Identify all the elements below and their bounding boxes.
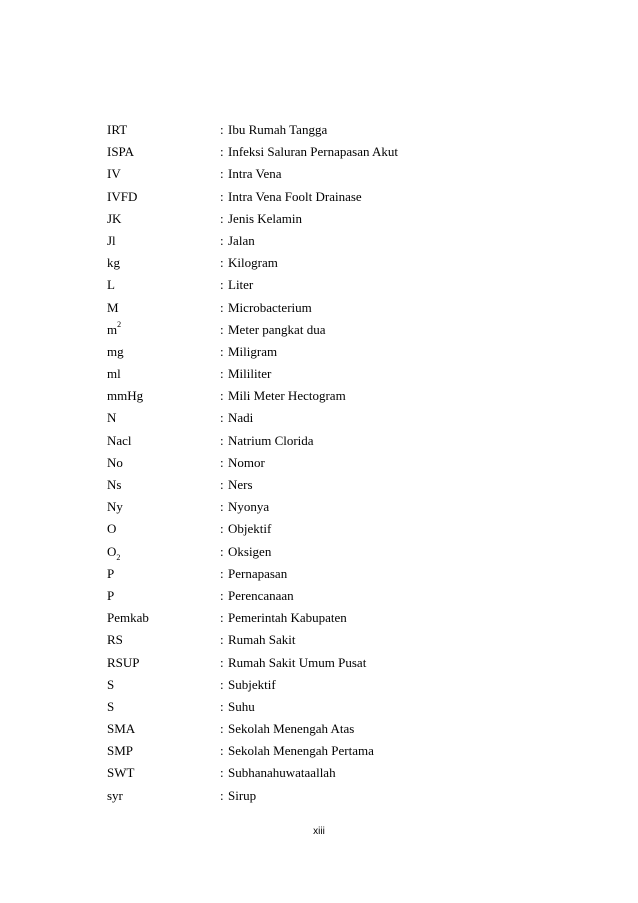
abbreviation-definition: Jalan — [228, 232, 255, 248]
abbreviation-term-text: Ns — [107, 477, 122, 492]
abbreviation-separator: : — [220, 410, 224, 426]
abbreviation-separator: : — [220, 676, 224, 692]
abbreviation-definition: Rumah Sakit Umum Pusat — [228, 654, 367, 670]
abbreviation-separator: : — [220, 432, 224, 448]
abbreviation-term — [107, 762, 134, 784]
abbreviation-term-text: L — [107, 277, 115, 293]
abbreviation-separator: : — [220, 499, 224, 515]
abbreviation-term — [107, 718, 135, 740]
abbreviation-definition: Meter pangkat dua — [228, 321, 326, 337]
abbreviation-row — [107, 407, 547, 429]
abbreviation-row — [107, 274, 547, 296]
abbreviation-row — [107, 563, 547, 585]
abbreviation-definition: Sirup — [228, 787, 257, 803]
abbreviation-separator: : — [220, 610, 224, 626]
abbreviation-term-text: Pemkab — [107, 610, 149, 626]
abbreviation-term — [107, 585, 114, 607]
abbreviation-row — [107, 785, 547, 807]
abbreviation-separator: : — [220, 787, 224, 803]
abbreviation-definition: Intra Vena Foolt Drainase — [228, 188, 362, 204]
abbreviation-separator: : — [220, 321, 224, 337]
abbreviation-row — [107, 385, 547, 407]
abbreviation-row — [107, 319, 547, 341]
abbreviation-row — [107, 363, 547, 385]
abbreviation-separator: : — [220, 698, 224, 714]
abbreviation-term-text: P — [107, 565, 115, 581]
abbreviation-term — [107, 141, 134, 163]
abbreviation-row — [107, 163, 547, 185]
abbreviation-separator: : — [220, 232, 224, 248]
abbreviation-list — [107, 119, 547, 807]
abbreviation-row — [107, 297, 547, 319]
abbreviation-term — [107, 563, 114, 585]
abbreviation-term — [107, 652, 140, 674]
abbreviation-separator: : — [220, 255, 224, 271]
abbreviation-term-text: O — [107, 543, 117, 559]
abbreviation-term-text: IV — [107, 166, 121, 182]
abbreviation-term-text: mg — [107, 343, 124, 359]
abbreviation-term — [107, 518, 116, 540]
abbreviation-separator: : — [220, 166, 224, 182]
abbreviation-definition: Nomor — [228, 454, 265, 470]
abbreviation-row — [107, 452, 547, 474]
abbreviation-term-text: Nacl — [107, 432, 132, 448]
abbreviation-term-subscript: 2 — [116, 553, 121, 563]
abbreviation-row — [107, 119, 547, 141]
abbreviation-definition: Intra Vena — [228, 166, 282, 182]
abbreviation-term — [107, 230, 116, 252]
abbreviation-term-text: N — [107, 410, 117, 426]
abbreviation-row — [107, 252, 547, 274]
abbreviation-term — [107, 119, 127, 141]
abbreviation-term-text: JK — [107, 210, 122, 226]
abbreviation-separator: : — [220, 632, 224, 648]
abbreviation-definition: Rumah Sakit — [228, 632, 296, 648]
abbreviation-separator: : — [220, 587, 224, 603]
abbreviation-term — [107, 208, 121, 230]
abbreviation-row — [107, 718, 547, 740]
abbreviation-separator: : — [220, 210, 224, 226]
page-number: xiii — [313, 826, 325, 837]
abbreviation-term-superscript: 2 — [117, 320, 122, 330]
abbreviation-term — [107, 274, 115, 296]
abbreviation-row — [107, 674, 547, 696]
abbreviation-row — [107, 230, 547, 252]
abbreviation-row — [107, 607, 547, 629]
abbreviation-row — [107, 762, 547, 784]
abbreviation-definition: Perencanaan — [228, 587, 294, 603]
abbreviation-definition: Natrium Clorida — [228, 432, 314, 448]
abbreviation-definition: Nyonya — [228, 499, 270, 515]
abbreviation-term — [107, 541, 120, 563]
abbreviation-definition: Nadi — [228, 410, 254, 426]
abbreviation-row — [107, 585, 547, 607]
abbreviation-definition: Pernapasan — [228, 565, 288, 581]
abbreviation-row — [107, 141, 547, 163]
abbreviation-separator: : — [220, 765, 224, 781]
abbreviation-separator: : — [220, 122, 224, 137]
abbreviation-term-text: P — [107, 587, 115, 603]
abbreviation-term — [107, 363, 121, 385]
abbreviation-term — [107, 430, 132, 452]
abbreviation-term — [107, 696, 114, 718]
abbreviation-row — [107, 518, 547, 540]
abbreviation-row — [107, 652, 547, 674]
abbreviation-term-text: SMP — [107, 743, 134, 759]
abbreviation-definition: Ners — [228, 477, 253, 492]
abbreviation-row — [107, 496, 547, 518]
abbreviation-definition: Objektif — [228, 521, 272, 537]
abbreviation-separator: : — [220, 565, 224, 581]
abbreviation-separator: : — [220, 299, 224, 315]
abbreviation-definition: Miligram — [228, 343, 278, 359]
abbreviation-term-text: SWT — [107, 765, 135, 781]
abbreviation-separator: : — [220, 144, 224, 160]
abbreviation-term-text: Jl — [107, 232, 116, 248]
abbreviation-definition: Sekolah Menengah Pertama — [228, 743, 374, 759]
abbreviation-term — [107, 474, 121, 496]
abbreviation-term-text: mmHg — [107, 388, 144, 404]
abbreviation-term-text: ml — [107, 366, 121, 382]
abbreviation-definition: Sekolah Menengah Atas — [228, 721, 355, 737]
abbreviation-row — [107, 474, 547, 496]
abbreviation-term-text: kg — [107, 255, 120, 271]
abbreviation-separator: : — [220, 721, 224, 737]
abbreviation-definition: Suhu — [228, 698, 255, 714]
abbreviation-definition: Mili Meter Hectogram — [228, 388, 346, 404]
abbreviation-definition: Infeksi Saluran Pernapasan Akut — [228, 144, 399, 160]
abbreviation-separator: : — [220, 477, 224, 492]
abbreviation-term-text: RSUP — [107, 654, 140, 670]
abbreviation-separator: : — [220, 743, 224, 759]
abbreviation-row — [107, 430, 547, 452]
abbreviation-definition: Subhanahuwataallah — [228, 765, 336, 781]
abbreviation-term — [107, 785, 123, 807]
abbreviation-definition: Mililiter — [228, 366, 272, 382]
abbreviation-row — [107, 696, 547, 718]
abbreviation-term-text: m — [107, 321, 118, 337]
abbreviation-definition: Kilogram — [228, 255, 278, 271]
abbreviation-separator: : — [220, 521, 224, 537]
abbreviation-term — [107, 407, 116, 429]
abbreviation-term-text: Ny — [107, 499, 123, 515]
abbreviation-term — [107, 186, 137, 208]
abbreviation-term — [107, 385, 143, 407]
abbreviation-row — [107, 629, 547, 651]
abbreviation-term — [107, 740, 133, 762]
abbreviation-row — [107, 208, 547, 230]
abbreviation-separator: : — [220, 188, 224, 204]
abbreviation-term-text: S — [107, 698, 115, 714]
abbreviation-definition: Oksigen — [228, 543, 272, 559]
abbreviation-term — [107, 297, 119, 319]
abbreviation-separator: : — [220, 388, 224, 404]
abbreviation-term — [107, 496, 123, 518]
abbreviation-term-text: syr — [107, 787, 123, 803]
abbreviation-term-text: RS — [107, 632, 123, 648]
abbreviation-definition: Liter — [228, 277, 254, 293]
abbreviation-definition: Microbacterium — [228, 299, 312, 315]
abbreviation-term-text: O — [107, 521, 117, 537]
abbreviation-separator: : — [220, 366, 224, 382]
abbreviation-row — [107, 541, 547, 563]
abbreviation-definition: Jenis Kelamin — [228, 210, 303, 226]
abbreviation-term — [107, 252, 120, 274]
abbreviation-term-text: SMA — [107, 721, 136, 737]
abbreviation-term-text: M — [107, 299, 119, 315]
abbreviation-definition: Subjektif — [228, 676, 276, 692]
abbreviation-term — [107, 452, 123, 474]
abbreviation-term — [107, 341, 124, 363]
abbreviation-term-text: IRT — [107, 122, 128, 137]
abbreviation-term — [107, 319, 121, 341]
abbreviation-term-text: No — [107, 454, 123, 470]
abbreviation-term — [107, 629, 123, 651]
abbreviation-definition: Pemerintah Kabupaten — [228, 610, 347, 626]
abbreviation-separator: : — [220, 654, 224, 670]
abbreviation-separator: : — [220, 277, 224, 293]
abbreviation-row — [107, 341, 547, 363]
abbreviation-term-text: ISPA — [107, 144, 134, 160]
abbreviation-term — [107, 674, 114, 696]
abbreviation-separator: : — [220, 343, 224, 359]
abbreviation-term-text: IVFD — [107, 188, 138, 204]
abbreviation-separator: : — [220, 454, 224, 470]
abbreviation-row — [107, 186, 547, 208]
abbreviation-term-text: S — [107, 676, 115, 692]
abbreviation-definition: Ibu Rumah Tangga — [228, 122, 328, 137]
abbreviation-term — [107, 163, 121, 185]
abbreviation-separator: : — [220, 543, 224, 559]
abbreviation-row — [107, 740, 547, 762]
abbreviation-term — [107, 607, 149, 629]
